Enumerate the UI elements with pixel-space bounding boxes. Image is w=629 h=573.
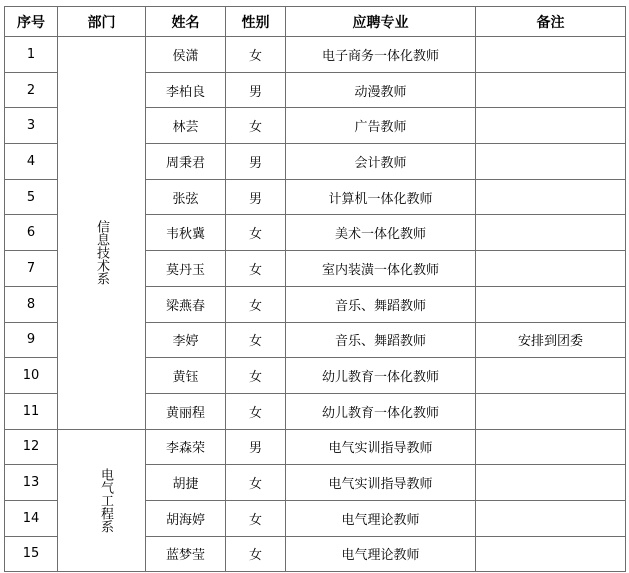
row-major: 会计教师: [286, 144, 476, 180]
row-name: 蓝梦莹: [146, 536, 226, 572]
header-major: 应聘专业: [286, 7, 476, 37]
row-major: 音乐、舞蹈教师: [286, 286, 476, 322]
row-major: 电气实训指导教师: [286, 465, 476, 501]
row-remark: [476, 72, 626, 108]
row-name: 李柏良: [146, 72, 226, 108]
row-gender: 女: [226, 251, 286, 287]
row-gender: 女: [226, 37, 286, 73]
row-remark: [476, 215, 626, 251]
row-gender: 男: [226, 179, 286, 215]
row-gender: 女: [226, 215, 286, 251]
row-remark: [476, 358, 626, 394]
row-name: 林芸: [146, 108, 226, 144]
staff-table: [4, 6, 626, 572]
row-gender: 女: [226, 322, 286, 358]
row-major: 广告教师: [286, 108, 476, 144]
row-remark: [476, 179, 626, 215]
row-name: 梁燕春: [146, 286, 226, 322]
row-name: 韦秋冀: [146, 215, 226, 251]
department-label: 信息技术系: [94, 220, 109, 286]
row-major: 电气实训指导教师: [286, 429, 476, 465]
header-dept: 部门: [58, 7, 146, 37]
row-gender: 女: [226, 500, 286, 536]
table-row: [5, 37, 626, 73]
row-gender: 男: [226, 72, 286, 108]
row-name: 李婷: [146, 322, 226, 358]
row-name: 黄钰: [146, 358, 226, 394]
row-remark: [476, 286, 626, 322]
row-seq: 5: [5, 179, 58, 215]
row-major: 幼儿教育一体化教师: [286, 393, 476, 429]
row-seq: 10: [5, 358, 58, 394]
row-seq: 14: [5, 500, 58, 536]
department-label: 电气工程系: [98, 467, 113, 533]
header-gender: 性别: [226, 7, 286, 37]
row-seq: 15: [5, 536, 58, 572]
department-cell: [58, 37, 146, 430]
row-remark: [476, 500, 626, 536]
row-remark: [476, 144, 626, 180]
row-name: 黄丽程: [146, 393, 226, 429]
row-major: 电子商务一体化教师: [286, 37, 476, 73]
row-seq: 11: [5, 393, 58, 429]
row-name: 胡海婷: [146, 500, 226, 536]
row-remark: [476, 429, 626, 465]
row-remark: [476, 536, 626, 572]
row-major: 计算机一体化教师: [286, 179, 476, 215]
row-gender: 女: [226, 393, 286, 429]
row-seq: 4: [5, 144, 58, 180]
row-seq: 9: [5, 322, 58, 358]
row-seq: 3: [5, 108, 58, 144]
row-gender: 男: [226, 429, 286, 465]
row-seq: 1: [5, 37, 58, 73]
row-gender: 女: [226, 358, 286, 394]
row-name: 张弦: [146, 179, 226, 215]
header-name: 姓名: [146, 7, 226, 37]
row-remark: [476, 108, 626, 144]
row-major: 电气理论教师: [286, 500, 476, 536]
row-seq: 12: [5, 429, 58, 465]
row-gender: 女: [226, 465, 286, 501]
row-name: 李森荣: [146, 429, 226, 465]
department-cell: [58, 429, 146, 572]
row-major: 音乐、舞蹈教师: [286, 322, 476, 358]
row-remark: [476, 393, 626, 429]
row-seq: 2: [5, 72, 58, 108]
row-gender: 男: [226, 144, 286, 180]
row-gender: 女: [226, 286, 286, 322]
row-major: 电气理论教师: [286, 536, 476, 572]
table-body: [5, 37, 626, 572]
row-major: 动漫教师: [286, 72, 476, 108]
row-name: 侯潇: [146, 37, 226, 73]
row-seq: 7: [5, 251, 58, 287]
row-remark: [476, 37, 626, 73]
table-row: [5, 429, 626, 465]
row-remark: [476, 465, 626, 501]
row-seq: 8: [5, 286, 58, 322]
row-gender: 女: [226, 108, 286, 144]
row-seq: 13: [5, 465, 58, 501]
row-remark: 安排到团委: [476, 322, 626, 358]
header-remark: 备注: [476, 7, 626, 37]
row-remark: [476, 251, 626, 287]
row-gender: 女: [226, 536, 286, 572]
header-seq: 序号: [5, 7, 58, 37]
row-name: 胡捷: [146, 465, 226, 501]
row-major: 幼儿教育一体化教师: [286, 358, 476, 394]
row-seq: 6: [5, 215, 58, 251]
row-name: 周秉君: [146, 144, 226, 180]
header-row: [5, 7, 626, 37]
row-major: 室内装潢一体化教师: [286, 251, 476, 287]
row-major: 美术一体化教师: [286, 215, 476, 251]
row-name: 莫丹玉: [146, 251, 226, 287]
